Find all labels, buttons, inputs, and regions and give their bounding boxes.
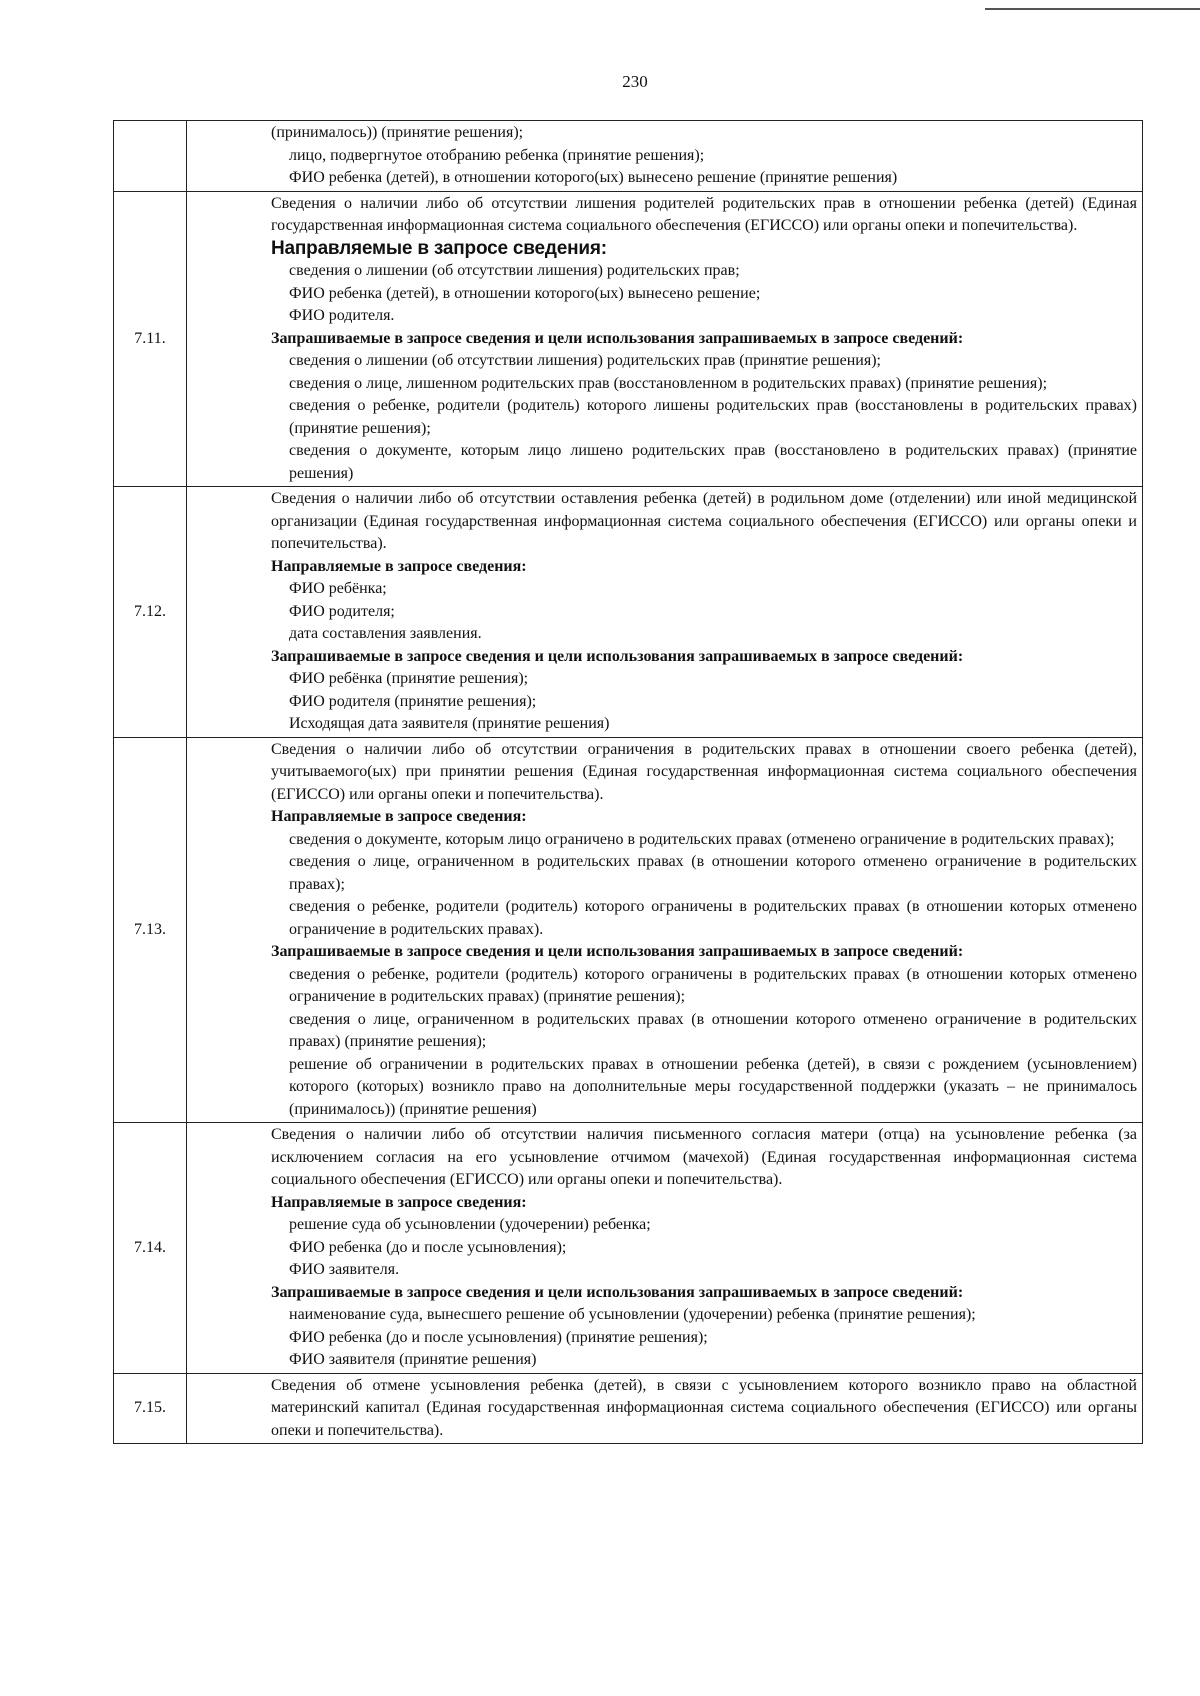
document-table-body [114, 121, 1143, 1444]
paragraph: Сведения о наличии либо об отсутствии лишения родителей родительских прав в отношении ребенка (детей) (Единая государственная информационная система социального обеспечения (ЕГИССО) или органы опеки и попечительства). [271, 194, 1137, 234]
paragraph: ФИО ребенка (до и после усыновления); [289, 1238, 567, 1256]
row-number: 7.15. [114, 1373, 187, 1444]
paragraph: Сведения о наличии либо об отсутствии ограничения в родительских правах в отношении своего ребенка (детей), учитываемого(ых) при принятии решения (Единая государственная информационная система социального обеспечения (ЕГИССО) или органы опеки и попечительства). [271, 740, 1137, 803]
paragraph: дата составления заявления. [289, 625, 482, 642]
row-content [187, 1373, 1143, 1444]
paragraph: Сведения о наличии либо об отсутствии наличия письменного согласия матери (отца) на усыновление ребенка (за исключением согласия на его усыновление отчимом (мачехой) (Единая государственная информационная система социального обеспечения (ЕГИССО) или органы опеки и попечительства). [271, 1126, 1137, 1188]
section-heading: Запрашиваемые в запросе сведения и цели использования запрашиваемых в запросе сведений: [271, 943, 964, 960]
paragraph: Сведения об отмене усыновления ребенка (детей), в связи с усыновлением которого возникло право на областной материнский капитал (Единая государственная информационная система социального обеспечения (ЕГИССО) или органы опеки и попечительства). [271, 1376, 1137, 1439]
paragraph: ФИО ребёнка; [289, 580, 387, 597]
section-heading: Запрашиваемые в запросе сведения и цели использования запрашиваемых в запросе сведений: [271, 1283, 964, 1301]
section-heading: Запрашиваемые в запросе сведения и цели использования запрашиваемых в запросе сведений: [271, 647, 964, 665]
row-content [187, 121, 1143, 192]
paragraph: сведения о лишении (об отсутствии лишения) родительских прав; [289, 262, 740, 279]
paragraph: сведения о ребенке, родители (родитель) которого ограничены в родительских правах (в отношении которых отменено ограничение в родительских правах) (принятие решения); [289, 965, 1137, 1005]
paragraph: решение об ограничении в родительских правах в отношении ребенка (детей), в связи с рождением (усыновлением) которого (которых) возникло право на дополнительные меры государственной поддержки (указать – не принималось (принималось)) (принятие решения) [289, 1055, 1137, 1118]
row-number: 7.11. [114, 191, 187, 487]
row-number [114, 121, 187, 192]
row-number: 7.13. [114, 737, 187, 1123]
section-heading: Направляемые в запросе сведения: [271, 557, 527, 575]
paragraph: ФИО заявителя. [289, 1261, 400, 1278]
paragraph: ФИО ребенка (детей), в отношении которого(ых) вынесено решение (принятие решения) [289, 169, 898, 186]
table-row [114, 121, 1143, 192]
row-number: 7.14. [114, 1123, 187, 1374]
table-row [114, 487, 1143, 738]
paragraph: сведения о лице, ограниченном в родительских правах (в отношении которого отменено ограничение в родительских правах) (принятие решения); [289, 1010, 1137, 1050]
section-heading: Запрашиваемые в запросе сведения и цели использования запрашиваемых в запросе сведений: [271, 329, 964, 347]
section-heading: Направляемые в запросе сведения: [271, 1193, 527, 1211]
paragraph: ФИО ребенка (детей), в отношении которого(ых) вынесено решение; [289, 284, 761, 302]
paragraph: наименование суда, вынесшего решение об усыновлении (удочерении) ребенка (принятие решения); [289, 1306, 976, 1323]
table-row [114, 191, 1143, 487]
paragraph: сведения о ребенке, родители (родитель) которого лишены родительских прав (восстановлены в родительских правах) (принятие решения); [289, 397, 1137, 437]
paragraph: сведения о документе, которым лицо ограничено в родительских правах (отменено ограничение в родительских правах); [289, 830, 1115, 848]
table-row [114, 1123, 1143, 1374]
row-content [187, 191, 1143, 487]
paragraph: (принималось)) (принятие решения); [271, 124, 524, 141]
paragraph: ФИО заявителя (принятие решения) [289, 1351, 537, 1368]
table-row [114, 1373, 1143, 1444]
paragraph: ФИО ребенка (до и после усыновления) (принятие решения); [289, 1328, 708, 1346]
paragraph: ФИО родителя (принятие решения); [289, 692, 537, 710]
section-heading: Направляемые в запросе сведения: [271, 237, 607, 259]
table-row [114, 737, 1143, 1123]
paragraph: ФИО родителя. [289, 307, 395, 324]
paragraph: сведения о лице, ограниченном в родительских правах (в отношении которого отменено ограничение в родительских правах); [289, 853, 1137, 893]
row-content [187, 737, 1143, 1123]
document-table [113, 120, 1143, 1444]
row-number: 7.12. [114, 487, 187, 738]
page-number: 230 [622, 72, 648, 91]
row-content [187, 1123, 1143, 1374]
paragraph: сведения о документе, которым лицо лишено родительских прав (восстановлено в родительских правах) (принятие решения) [289, 442, 1137, 482]
paragraph: сведения о ребенке, родители (родитель) которого ограничены в родительских правах (в отношении которых отменено ограничение в родительских правах). [289, 898, 1137, 938]
paragraph: сведения о лице, лишенном родительских прав (восстановленном в родительских правах) (принятие решения); [289, 374, 1048, 392]
paragraph: Исходящая дата заявителя (принятие решения) [289, 715, 610, 732]
row-content [187, 487, 1143, 738]
paragraph: лицо, подвергнутое отобранию ребенка (принятие решения); [289, 146, 705, 164]
paragraph: Сведения о наличии либо об отсутствии оставления ребенка (детей) в родильном доме (отделении) или иной медицинской организации (Единая государственная информационная система социального обеспечения (ЕГИССО) или органы опеки и попечительства). [271, 490, 1137, 552]
paragraph: сведения о лишении (об отсутствии лишения) родительских прав (принятие решения); [289, 352, 881, 369]
paragraph: ФИО родителя; [289, 602, 395, 620]
paragraph: решение суда об усыновлении (удочерении) ребенка; [289, 1216, 651, 1233]
paragraph: ФИО ребёнка (принятие решения); [289, 670, 529, 687]
section-heading: Направляемые в запросе сведения: [271, 808, 527, 825]
scan-edge-line [985, 8, 1200, 10]
